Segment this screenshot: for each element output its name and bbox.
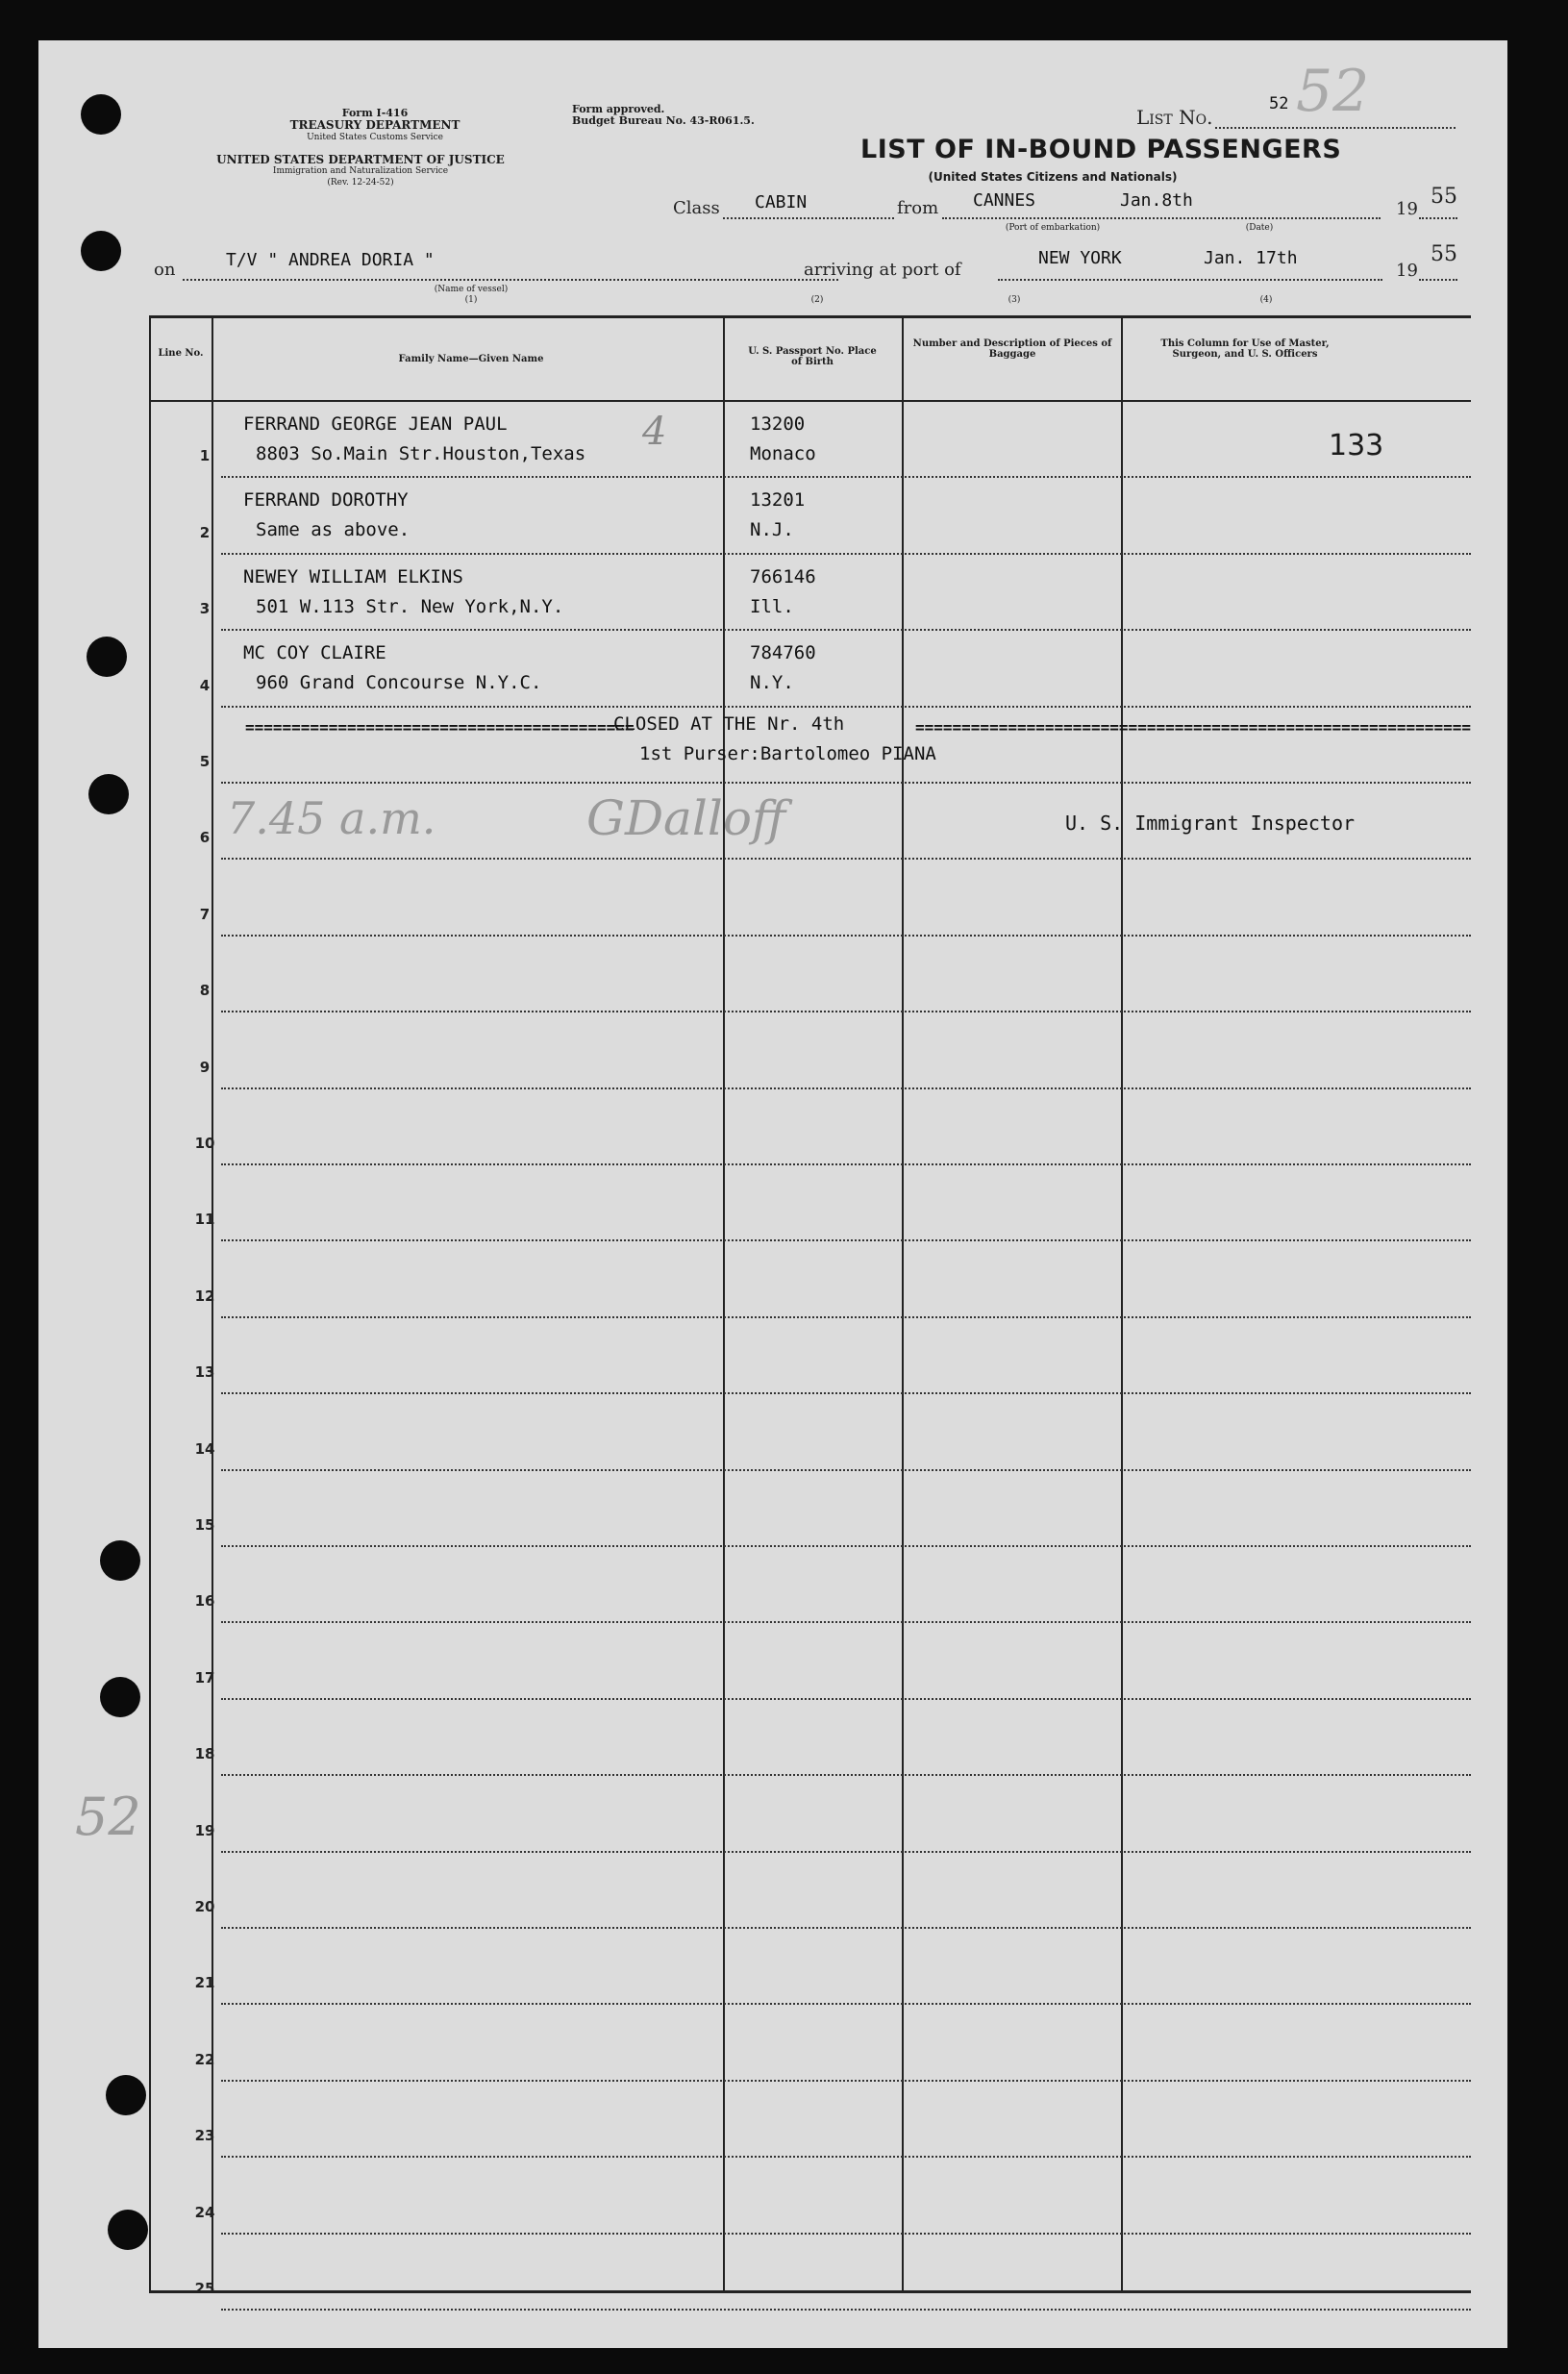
list-no-line (1215, 127, 1456, 129)
col-name-divider (723, 315, 725, 2290)
row-rule (221, 1316, 1471, 1318)
row-rule (221, 1087, 1471, 1089)
punch-hole (100, 1677, 140, 1717)
page-subtitle: (United States Citizens and Nationals) (928, 170, 1178, 184)
row-rule (221, 1698, 1471, 1700)
row-rule (221, 782, 1471, 784)
closing-dash-left: ========================================== (245, 718, 635, 737)
date-caption: (Date) (1245, 223, 1274, 233)
row-number: 10 (194, 1135, 215, 1152)
row-rule (221, 858, 1471, 860)
treasury-dept: TREASURY DEPARTMENT (289, 118, 460, 132)
revision-date: (Rev. 12-24-52) (327, 178, 394, 187)
list-no-typed: 52 (1269, 94, 1289, 113)
col-header-baggage: Number and Description of Pieces of Baggage (912, 338, 1112, 360)
place-of-birth: Ill. (750, 596, 794, 617)
class-value: CABIN (755, 192, 808, 212)
margin-note: 52 (75, 1787, 141, 1847)
class-label: Class (673, 198, 720, 218)
row-number: 20 (194, 1898, 215, 1915)
row-rule (221, 2003, 1471, 2005)
row-rule (221, 706, 1471, 708)
row-number: 13 (194, 1363, 215, 1381)
col-number-3: (3) (1008, 295, 1021, 305)
row-rule (221, 1392, 1471, 1394)
justice-dept: UNITED STATES DEPARTMENT OF JUSTICE (216, 153, 505, 166)
row-rule (221, 1851, 1471, 1853)
port-embark-caption: (Port of embarkation) (1005, 223, 1101, 233)
col-header-name: Family Name—Given Name (398, 354, 544, 364)
from-line (942, 217, 1381, 219)
row-rule (221, 1545, 1471, 1547)
vessel-col-number: (1) (464, 295, 478, 305)
row-number: 2 (199, 524, 211, 541)
year-2: 55 (1431, 242, 1457, 266)
col-header-officers: This Column for Use of Master, Surgeon, and U. S. Officers (1160, 338, 1330, 360)
purser-name: 1st Purser:Bartolomeo PIANA (639, 743, 936, 764)
row-rule (221, 629, 1471, 631)
passenger-name: FERRAND GEORGE JEAN PAUL (243, 413, 508, 435)
table-left-border (149, 315, 151, 2290)
row-rule (221, 1163, 1471, 1165)
form-approved: Form approved. (572, 103, 665, 115)
passport-number: 13200 (750, 413, 806, 435)
vessel-line (183, 279, 838, 281)
handwritten-mark-row-1: 4 (642, 410, 667, 454)
punch-hole (108, 2210, 148, 2250)
row-number: 15 (194, 1516, 215, 1534)
passenger-name: FERRAND DOROTHY (243, 489, 409, 511)
row-number: 6 (199, 829, 211, 846)
officer-note: 133 (1329, 429, 1384, 462)
punch-hole (81, 94, 121, 135)
arriving-label: arriving at port of (804, 260, 961, 280)
place-of-birth: N.J. (750, 519, 794, 540)
closing-statement: CLOSED AT THE Nr. 4th (613, 713, 845, 735)
inspector-title: U. S. Immigrant Inspector (1065, 812, 1356, 835)
row-number: 22 (194, 2051, 215, 2068)
arrival-date: Jan. 17th (1204, 248, 1298, 268)
inspector-signature: GDalloff (586, 790, 786, 846)
page-title: LIST OF IN-BOUND PASSENGERS (860, 135, 1342, 164)
passenger-address: 501 W.113 Str. New York,N.Y. (256, 596, 564, 617)
row-rule (221, 1011, 1471, 1012)
budget-bureau: Budget Bureau No. 43-R061.5. (572, 114, 755, 127)
ins-service: Immigration and Naturalization Service (272, 166, 449, 176)
passenger-address: Same as above. (256, 519, 411, 540)
passport-number: 784760 (750, 642, 816, 663)
row-number: 3 (199, 600, 211, 617)
row-number: 11 (194, 1211, 215, 1228)
row-number: 14 (194, 1440, 215, 1458)
row-number: 1 (199, 447, 211, 464)
passenger-name: NEWEY WILLIAM ELKINS (243, 566, 463, 587)
passport-number: 13201 (750, 489, 806, 511)
row-number: 23 (194, 2127, 215, 2144)
row-number: 7 (199, 906, 211, 923)
arrival-line (998, 279, 1382, 281)
row-number: 21 (194, 1974, 215, 1991)
row-number: 18 (194, 1745, 215, 1762)
col-header-line-no: Line No. (158, 348, 204, 359)
year-line-2 (1419, 279, 1457, 281)
from-label: from (897, 198, 939, 218)
list-no-handwritten: 52 (1296, 58, 1370, 125)
col-header-passport: U. S. Passport No. Place of Birth (748, 346, 877, 367)
row-rule (221, 1469, 1471, 1471)
from-date: Jan.8th (1120, 190, 1193, 211)
row-number: 25 (194, 2280, 215, 2297)
inspection-time: 7.45 a.m. (227, 792, 436, 844)
row-rule (221, 476, 1471, 478)
punch-hole (88, 774, 129, 814)
passenger-address: 8803 So.Main Str.Houston,Texas (256, 443, 586, 464)
row-number: 16 (194, 1592, 215, 1610)
col-number-2: (2) (810, 295, 824, 305)
row-rule (221, 553, 1471, 555)
row-rule (221, 1927, 1471, 1929)
passenger-address: 960 Grand Concourse N.Y.C. (256, 672, 542, 693)
arrival-port: NEW YORK (1038, 248, 1122, 268)
year-prefix-1: 19 (1396, 199, 1418, 219)
vessel-name: T/V " ANDREA DORIA " (226, 250, 435, 270)
punch-hole (100, 1540, 140, 1581)
row-rule (221, 1621, 1471, 1623)
row-number: 17 (194, 1669, 215, 1687)
list-no-label: List No. (1136, 106, 1213, 129)
row-rule (221, 2309, 1471, 2311)
passport-number: 766146 (750, 566, 816, 587)
form-number: Form I-416 (341, 107, 409, 119)
year-1: 55 (1431, 185, 1457, 209)
customs-service: United States Customs Service (307, 133, 443, 142)
row-rule (221, 2233, 1471, 2235)
row-rule (221, 935, 1471, 937)
header-bottom-rule (149, 400, 1471, 402)
row-number: 9 (199, 1059, 211, 1076)
row-number: 24 (194, 2204, 215, 2221)
table-top-rule (149, 315, 1471, 318)
place-of-birth: Monaco (750, 443, 816, 464)
punch-hole (81, 231, 121, 271)
row-number: 4 (199, 677, 211, 694)
manifest-sheet (38, 40, 1507, 2348)
table-bottom-rule (149, 2290, 1471, 2293)
on-label: on (154, 260, 176, 280)
year-line-1 (1419, 217, 1457, 219)
row-number: 8 (199, 982, 211, 999)
col-passport-divider (902, 315, 904, 2290)
col-baggage-divider (1121, 315, 1123, 2290)
year-prefix-2: 19 (1396, 261, 1418, 281)
from-port: CANNES (973, 190, 1036, 211)
row-number: 5 (199, 753, 211, 770)
row-rule (221, 2156, 1471, 2158)
row-rule (221, 2080, 1471, 2082)
class-line (723, 217, 894, 219)
row-number: 12 (194, 1287, 215, 1305)
row-rule (221, 1774, 1471, 1776)
col-number-4: (4) (1259, 295, 1273, 305)
place-of-birth: N.Y. (750, 672, 794, 693)
punch-hole (106, 2075, 146, 2115)
punch-hole (87, 637, 127, 677)
row-number: 19 (194, 1822, 215, 1839)
passenger-name: MC COY CLAIRE (243, 642, 386, 663)
closing-dash-right: ============================================================ (915, 718, 1471, 737)
row-rule (221, 1239, 1471, 1241)
vessel-caption: (Name of vessel) (434, 285, 509, 294)
